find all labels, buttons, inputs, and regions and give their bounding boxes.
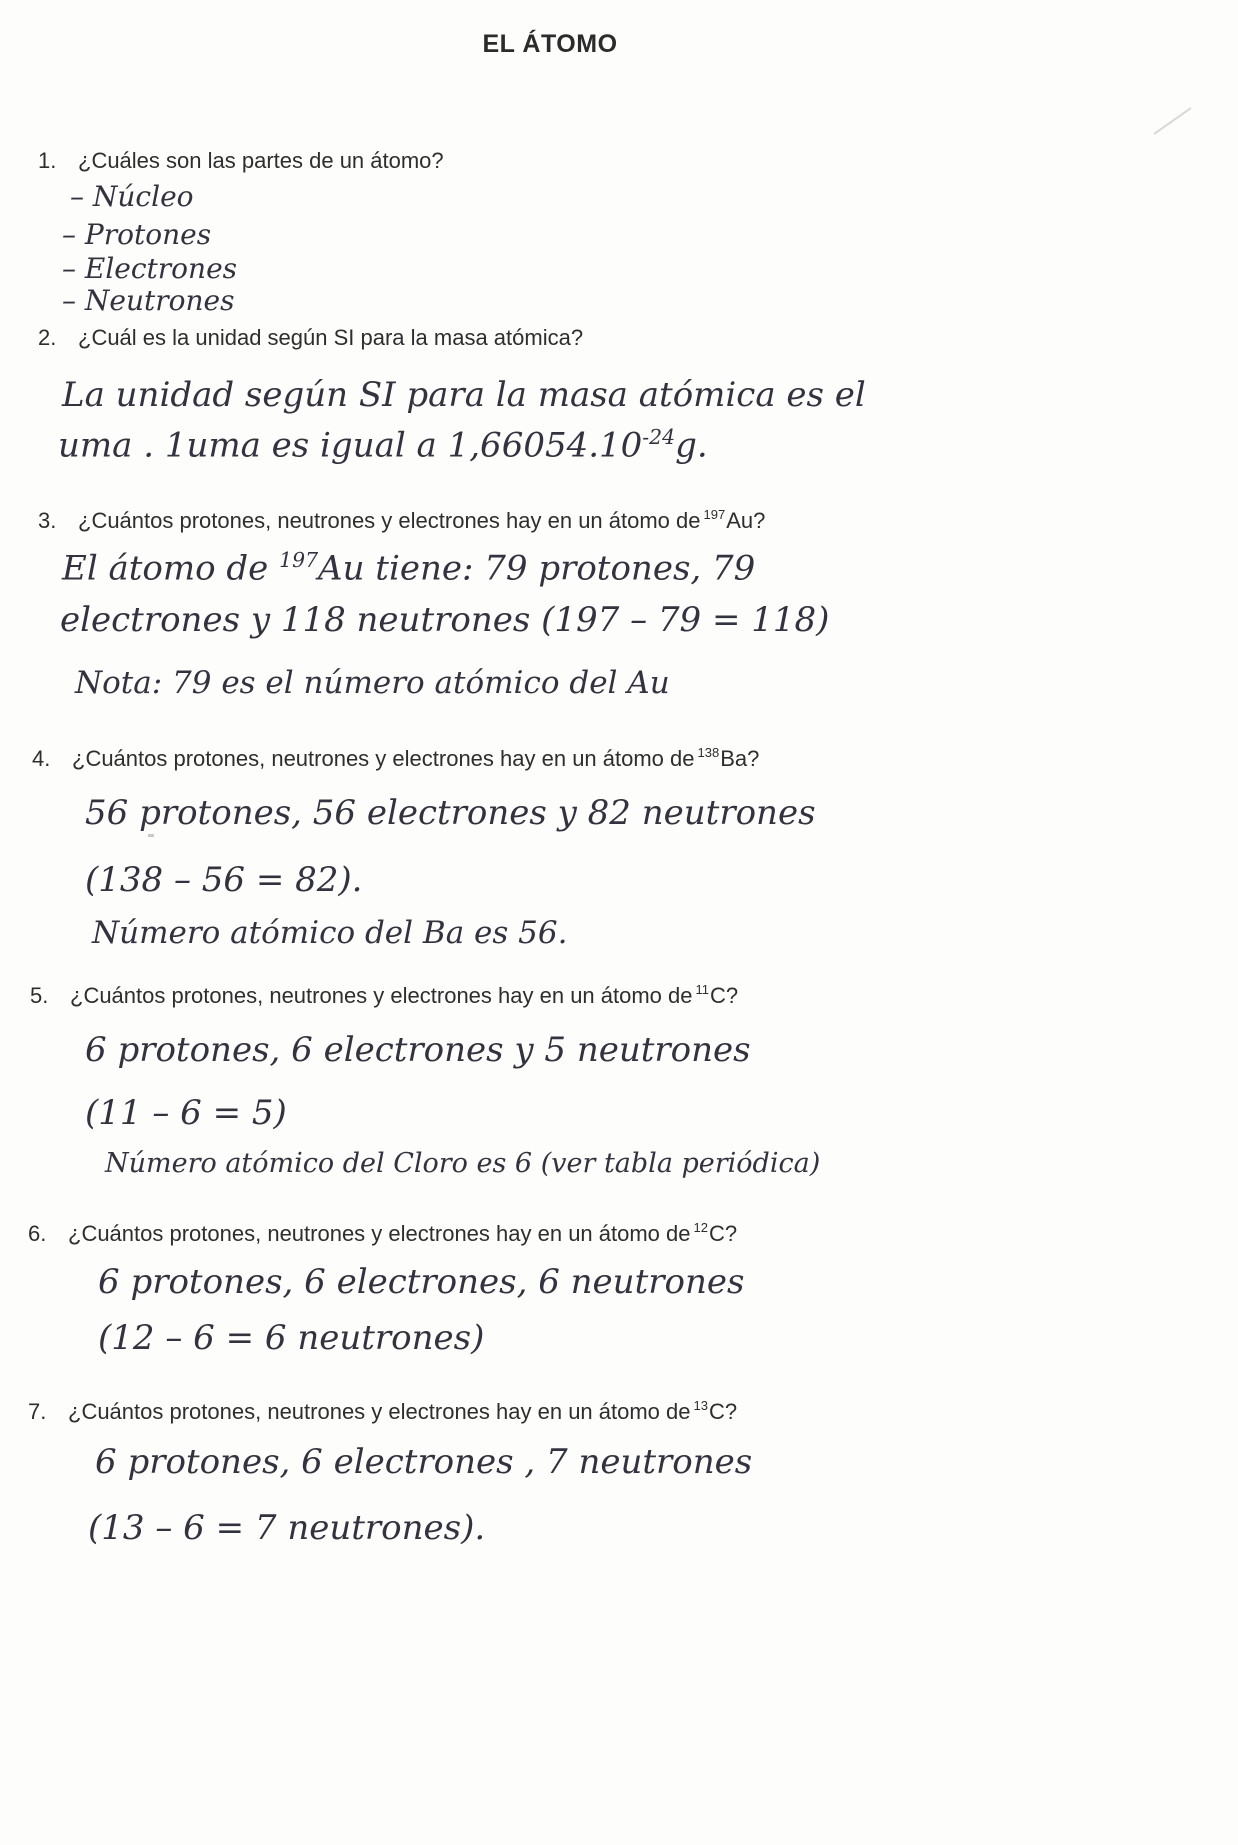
- exponent: -24: [642, 425, 676, 449]
- answer-text: Au tiene: 79 protones, 79: [318, 548, 756, 589]
- answer-6-line-1: 6 protones, 6 electrones, 6 neutrones: [98, 1262, 745, 1302]
- answer-3-line-2: electrones y 118 neutrones (197 – 79 = 118): [60, 600, 830, 640]
- question-number: 7.: [28, 1399, 47, 1424]
- question-number: 1.: [38, 148, 57, 173]
- mass-number: 138: [697, 745, 720, 760]
- answer-2-line-1: La unidad según SI para la masa atómica es el: [62, 375, 866, 415]
- question-text: ¿Cuáles son las partes de un átomo?: [78, 148, 444, 173]
- element-symbol: C?: [710, 983, 739, 1008]
- question-text: ¿Cuántos protones, neutrones y electrones hay en un átomo de: [70, 983, 693, 1008]
- element-symbol: Au?: [726, 508, 766, 533]
- mass-number: 197: [279, 548, 319, 572]
- question-4: [32, 745, 759, 772]
- answer-5-line-3: Número atómico del Cloro es 6 (ver tabla periódica): [105, 1148, 821, 1179]
- question-text: ¿Cuántos protones, neutrones y electrones hay en un átomo de: [68, 1399, 691, 1424]
- answer-5-line-1: 6 protones, 6 electrones y 5 neutrones: [85, 1030, 751, 1070]
- answer-4-line-3: Número atómico del Ba es 56.: [92, 915, 568, 951]
- question-number: 3.: [38, 508, 57, 533]
- answer-1-item: – Electrones: [62, 252, 238, 285]
- element-symbol: Ba?: [720, 746, 760, 771]
- element-symbol: C?: [708, 1221, 738, 1246]
- question-5: [30, 982, 738, 1009]
- mass-number: 13: [693, 1398, 708, 1413]
- answer-5-line-2: (11 – 6 = 5): [85, 1093, 287, 1133]
- question-text: ¿Cuál es la unidad según SI para la masa atómica?: [78, 325, 584, 350]
- answer-6-line-2: (12 – 6 = 6 neutrones): [98, 1318, 485, 1358]
- question-number: 2.: [38, 325, 57, 350]
- answer-1-item: – Neutrones: [62, 284, 235, 317]
- answer-7-line-2: (13 – 6 = 7 neutrones).: [88, 1508, 486, 1548]
- answer-4-line-1: 56 protones, 56 electrones y 82 neutrones: [85, 793, 816, 833]
- paper-scratch: [1153, 107, 1191, 134]
- answer-4-line-2: (138 – 56 = 82).: [85, 860, 363, 900]
- question-number: 5.: [30, 983, 49, 1008]
- answer-2-line-2: [58, 425, 708, 465]
- answer-text: g.: [675, 425, 708, 466]
- question-number: 4.: [32, 746, 51, 771]
- question-2: [38, 325, 583, 351]
- question-text: ¿Cuántos protones, neutrones y electrones hay en un átomo de: [78, 508, 701, 533]
- answer-1-item: – Protones: [62, 218, 212, 251]
- pen-mark: [148, 834, 154, 837]
- question-3: [38, 507, 765, 534]
- answer-7-line-1: 6 protones, 6 electrones , 7 neutrones: [95, 1442, 753, 1482]
- mass-number: 197: [703, 507, 726, 522]
- page-title: EL ÁTOMO: [482, 30, 618, 58]
- question-text: ¿Cuántos protones, neutrones y electrones hay en un átomo de: [72, 746, 695, 771]
- element-symbol: C?: [708, 1399, 738, 1424]
- answer-text: uma . 1uma es igual a 1,66054.10: [58, 425, 643, 466]
- question-6: [28, 1220, 737, 1247]
- question-number: 6.: [28, 1221, 47, 1246]
- answer-1-item: – Núcleo: [70, 180, 194, 213]
- question-1: [38, 148, 444, 174]
- answer-3-note: Nota: 79 es el número atómico del Au: [75, 665, 670, 701]
- question-text: ¿Cuántos protones, neutrones y electrones hay en un átomo de: [68, 1221, 691, 1246]
- mass-number: 12: [693, 1220, 708, 1235]
- answer-text: El átomo de: [62, 548, 269, 589]
- mass-number: 11: [695, 982, 709, 997]
- answer-3-line-1: [62, 548, 755, 588]
- question-7: [28, 1398, 737, 1425]
